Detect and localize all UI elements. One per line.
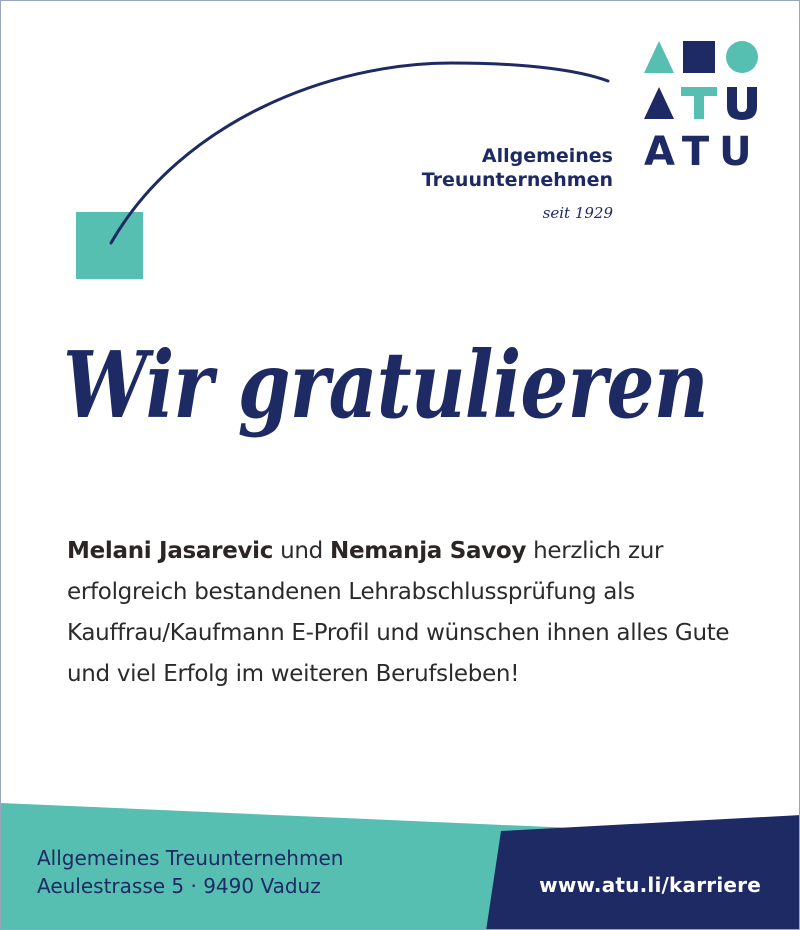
company-name-line2: Treuunternehmen (421, 169, 613, 191)
company-name-line1: Allgemeines (481, 145, 613, 167)
congratulation-message (67, 531, 737, 695)
message-connector: und (273, 538, 330, 564)
address-line-2: Aeulestrasse 5 · 9490 Vaduz (37, 874, 321, 898)
since-label: seit 1929 (542, 204, 613, 222)
footer-address (37, 844, 343, 900)
logo-wordmark: ATU (644, 129, 762, 167)
careers-link[interactable]: www.atu.li/karriere (539, 873, 761, 897)
graduate-name-1: Melani Jasarevic (67, 538, 274, 564)
address-line-1: Allgemeines Treuunternehmen (37, 846, 344, 870)
graduate-name-2: Nemanja Savoy (330, 538, 527, 564)
atu-logo-mark (639, 39, 765, 167)
company-name (422, 144, 613, 192)
message-body: herzlich zur erfolgreich bestandenen Lehrabschlussprüfung als Kauffrau/Kaufmann E-Profil und wünschen ihnen alles Gute und viel Erfolg im weiteren Berufsleben! (67, 538, 730, 687)
headline: Wir gratulieren (63, 331, 708, 439)
